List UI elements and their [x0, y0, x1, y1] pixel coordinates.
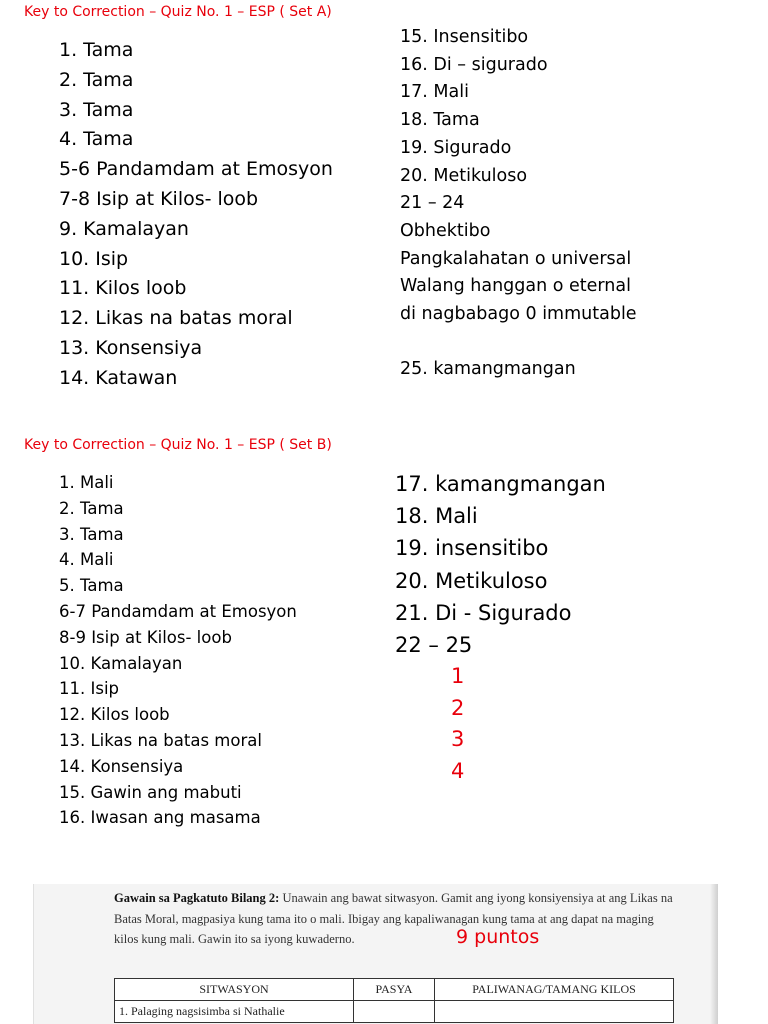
document-edge-shadow	[710, 884, 718, 1024]
answer-line: di nagbabago 0 immutable	[400, 304, 637, 325]
answer-line: Obhektibo	[400, 220, 491, 241]
answer-line: 8-9 Isip at Kilos- loob	[59, 627, 232, 647]
answer-line: 11. Isip	[59, 679, 120, 699]
answer-line: 16. Di – sigurado	[400, 54, 548, 75]
red-number: 2	[451, 695, 465, 720]
answer-line: 3. Tama	[59, 98, 134, 121]
table-cell: 1. Palaging nagsisimba si Nathalie	[115, 1001, 354, 1023]
answer-line: 13. Likas na batas moral	[59, 730, 262, 750]
set-b-red-numbers	[451, 661, 464, 787]
answer-line: 20. Metikuloso	[400, 165, 528, 186]
answer-line: 3. Tama	[59, 524, 124, 544]
table-header: PALIWANAG/TAMANG KILOS	[435, 979, 674, 1001]
activity-text: Unawain ang bawat sitwasyon. Gamit ang iyong konsiyensiya at ang Likas na Batas Moral, magpasiya kung tama ito o mali. Ibigay ang kapaliwanagan kung tama at ang dapat na maging kilos kung mali. Gawin ito sa iyong kuwaderno.	[114, 891, 673, 946]
answer-line: 17. Mali	[400, 82, 469, 103]
answer-line: 22 – 25	[395, 633, 473, 658]
answer-line: 16. Iwasan ang masama	[59, 808, 261, 828]
answer-line: 5. Tama	[59, 576, 124, 596]
answer-line: 10. Isip	[59, 247, 129, 270]
answer-line: 4. Mali	[59, 550, 114, 570]
answer-line: 2. Tama	[59, 498, 124, 518]
set-b-title: Key to Correction – Quiz No. 1 – ESP ( Set B)	[24, 437, 332, 453]
red-number: 3	[451, 727, 465, 751]
blank-line	[400, 329, 637, 357]
table-header-row	[115, 979, 674, 1001]
answer-line: 14. Katawan	[59, 366, 178, 389]
answer-line: 4. Tama	[59, 128, 134, 151]
answer-line: 6-7 Pandamdam at Emosyon	[59, 601, 297, 621]
set-b-left-column	[59, 470, 297, 831]
answer-line: 25. kamangmangan	[400, 359, 576, 380]
answer-line: 21. Di - Sigurado	[395, 600, 572, 625]
answer-line: 1. Mali	[59, 473, 114, 492]
set-b-right-column	[395, 468, 606, 661]
set-a-right-column	[400, 24, 637, 384]
answer-line: 9. Kamalayan	[59, 217, 189, 240]
answer-line: 15. Gawin ang mabuti	[59, 782, 242, 802]
answer-line: 19. insensitibo	[395, 536, 549, 561]
answer-line: 17. kamangmangan	[395, 472, 606, 496]
answer-line: 20. Metikuloso	[395, 568, 548, 593]
answer-line: 5-6 Pandamdam at Emosyon	[59, 158, 333, 181]
table-cell	[354, 1001, 435, 1023]
table-header: SITWASYON	[115, 979, 354, 1001]
answer-line: 1. Tama	[59, 39, 134, 61]
answer-line: 19. Sigurado	[400, 137, 512, 158]
answer-line: 18. Mali	[395, 504, 478, 529]
activity-heading: Gawain sa Pagkatuto Bilang 2:	[114, 891, 280, 905]
activity-document-image	[33, 884, 718, 1024]
points-overlay: 9 puntos	[456, 926, 540, 948]
answer-line: 14. Konsensiya	[59, 756, 184, 776]
set-a-title: Key to Correction – Quiz No. 1 – ESP ( Set A)	[24, 4, 332, 20]
table-cell	[435, 1001, 674, 1023]
red-number: 1	[451, 664, 465, 688]
answer-line: 12. Likas na batas moral	[59, 307, 293, 330]
answer-line: 21 – 24	[400, 193, 465, 214]
answer-line: 11. Kilos loob	[59, 277, 187, 300]
answer-line: Walang hanggan o eternal	[400, 276, 631, 297]
activity-instructions	[114, 888, 674, 950]
table-header: PASYA	[354, 979, 435, 1001]
answer-line: 18. Tama	[400, 110, 480, 131]
set-a-left-column	[59, 36, 333, 394]
table-row	[115, 1001, 674, 1023]
answer-line: 10. Kamalayan	[59, 653, 183, 673]
red-number: 4	[451, 758, 465, 783]
answer-line: 13. Konsensiya	[59, 336, 203, 359]
answer-line: 15. Insensitibo	[400, 27, 529, 47]
situation-table	[114, 978, 674, 1023]
answer-line: Pangkalahatan o universal	[400, 248, 632, 269]
answer-line: 12. Kilos loob	[59, 705, 170, 725]
answer-line: 7-8 Isip at Kilos- loob	[59, 187, 259, 210]
answer-line: 2. Tama	[59, 68, 134, 91]
